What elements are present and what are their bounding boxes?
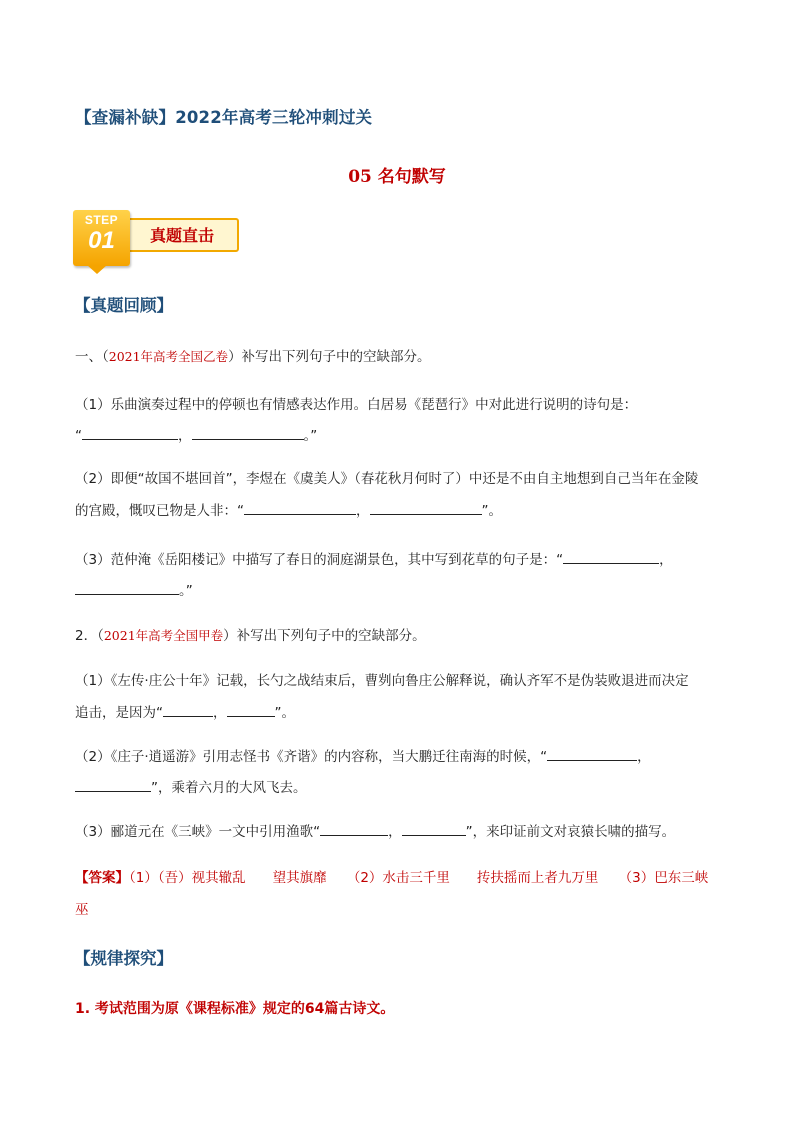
q2-item1-blanks: 追击，是因为“ ， ”。	[75, 701, 295, 721]
section-heading-explore: 【规律探究】	[74, 949, 173, 968]
q1-item3-text: （3）范仲淹《岳阳楼记》中描写了春日的洞庭湖景色，其中写到花草的句子是：“ ，	[75, 548, 673, 568]
q2-item1-text: （1）《左传·庄公十年》记载，长勺之战结束后，曹刿向鲁庄公解释说，确认齐军不是伪装败退进而决定	[75, 673, 689, 689]
step-label: 真题直击	[149, 226, 214, 245]
q2-item2-blanks: ”，乘着六月的大风飞去。	[75, 776, 307, 796]
q1-source: 2021年高考全国乙卷	[108, 349, 229, 364]
q1-item1-text: （1）乐曲演奏过程中的停顿也有情感表达作用。白居易《琵琶行》中对此进行说明的诗句是：	[75, 397, 638, 413]
q2-source: 2021年高考全国甲卷	[103, 628, 224, 643]
series-title: 【查漏补缺】2022年高考三轮冲刺过关	[75, 108, 373, 127]
document-title: 05 名句默写	[348, 167, 446, 187]
step-label-bar	[125, 218, 239, 252]
answer-blank[interactable]	[227, 702, 275, 717]
q2-item2-text: （2）《庄子·逍遥游》引用志怪书《齐谐》的内容称，当大鹏迁往南海的时候，“ ，	[75, 745, 651, 765]
rule-item-1: 1. 考试范围为原《课程标准》规定的64篇古诗文。	[75, 1001, 395, 1017]
answer-blank[interactable]	[370, 500, 482, 515]
answer-blank[interactable]	[244, 500, 356, 515]
q1-stem: 一、（2021年高考全国乙卷）补写出下列句子中的空缺部分。	[75, 349, 431, 365]
answer-blank[interactable]	[75, 777, 151, 792]
section-heading-review: 【真题回顾】	[74, 296, 173, 315]
answer-blank[interactable]	[192, 425, 304, 440]
answer-blank[interactable]	[82, 425, 178, 440]
q1-item1-blanks: “ ， 。”	[75, 424, 317, 444]
q2-item3-text: （3）郦道元在《三峡》一文中引用渔歌“ ， ”，来印证前文对哀猿长啸的描写。	[75, 820, 675, 840]
q1-item3-blanks: 。”	[75, 579, 193, 599]
answer-blank[interactable]	[75, 580, 179, 595]
step-number: 01	[88, 227, 115, 254]
q1-item2-text: （2）即便“故国不堪回首”，李煜在《虞美人》（春花秋月何时了）中还是不由自主地想到自己当年在金陵	[75, 471, 699, 487]
step-word: STEP	[84, 213, 119, 227]
answer-line-continued: 巫	[75, 902, 89, 918]
answer-blank[interactable]	[163, 702, 213, 717]
q1-item2-blanks: 的宫殿，慨叹已物是人非：“ ， ”。	[75, 499, 502, 519]
answer-blank[interactable]	[320, 821, 388, 836]
step-badge	[73, 208, 239, 270]
q2-stem: 2．（2021年高考全国甲卷）补写出下列句子中的空缺部分。	[75, 628, 426, 644]
answer-blank[interactable]	[563, 549, 659, 564]
answer-text: （1）（吾）视其辙乱 望其旗靡 （2）水击三千里 抟扶摇而上者九万里 （3）巴东三峡	[129, 870, 709, 886]
answer-line	[75, 866, 708, 886]
answer-label: 【答案】	[75, 870, 129, 886]
answer-blank[interactable]	[547, 746, 637, 761]
step-number-box	[73, 210, 130, 266]
answer-blank[interactable]	[402, 821, 466, 836]
